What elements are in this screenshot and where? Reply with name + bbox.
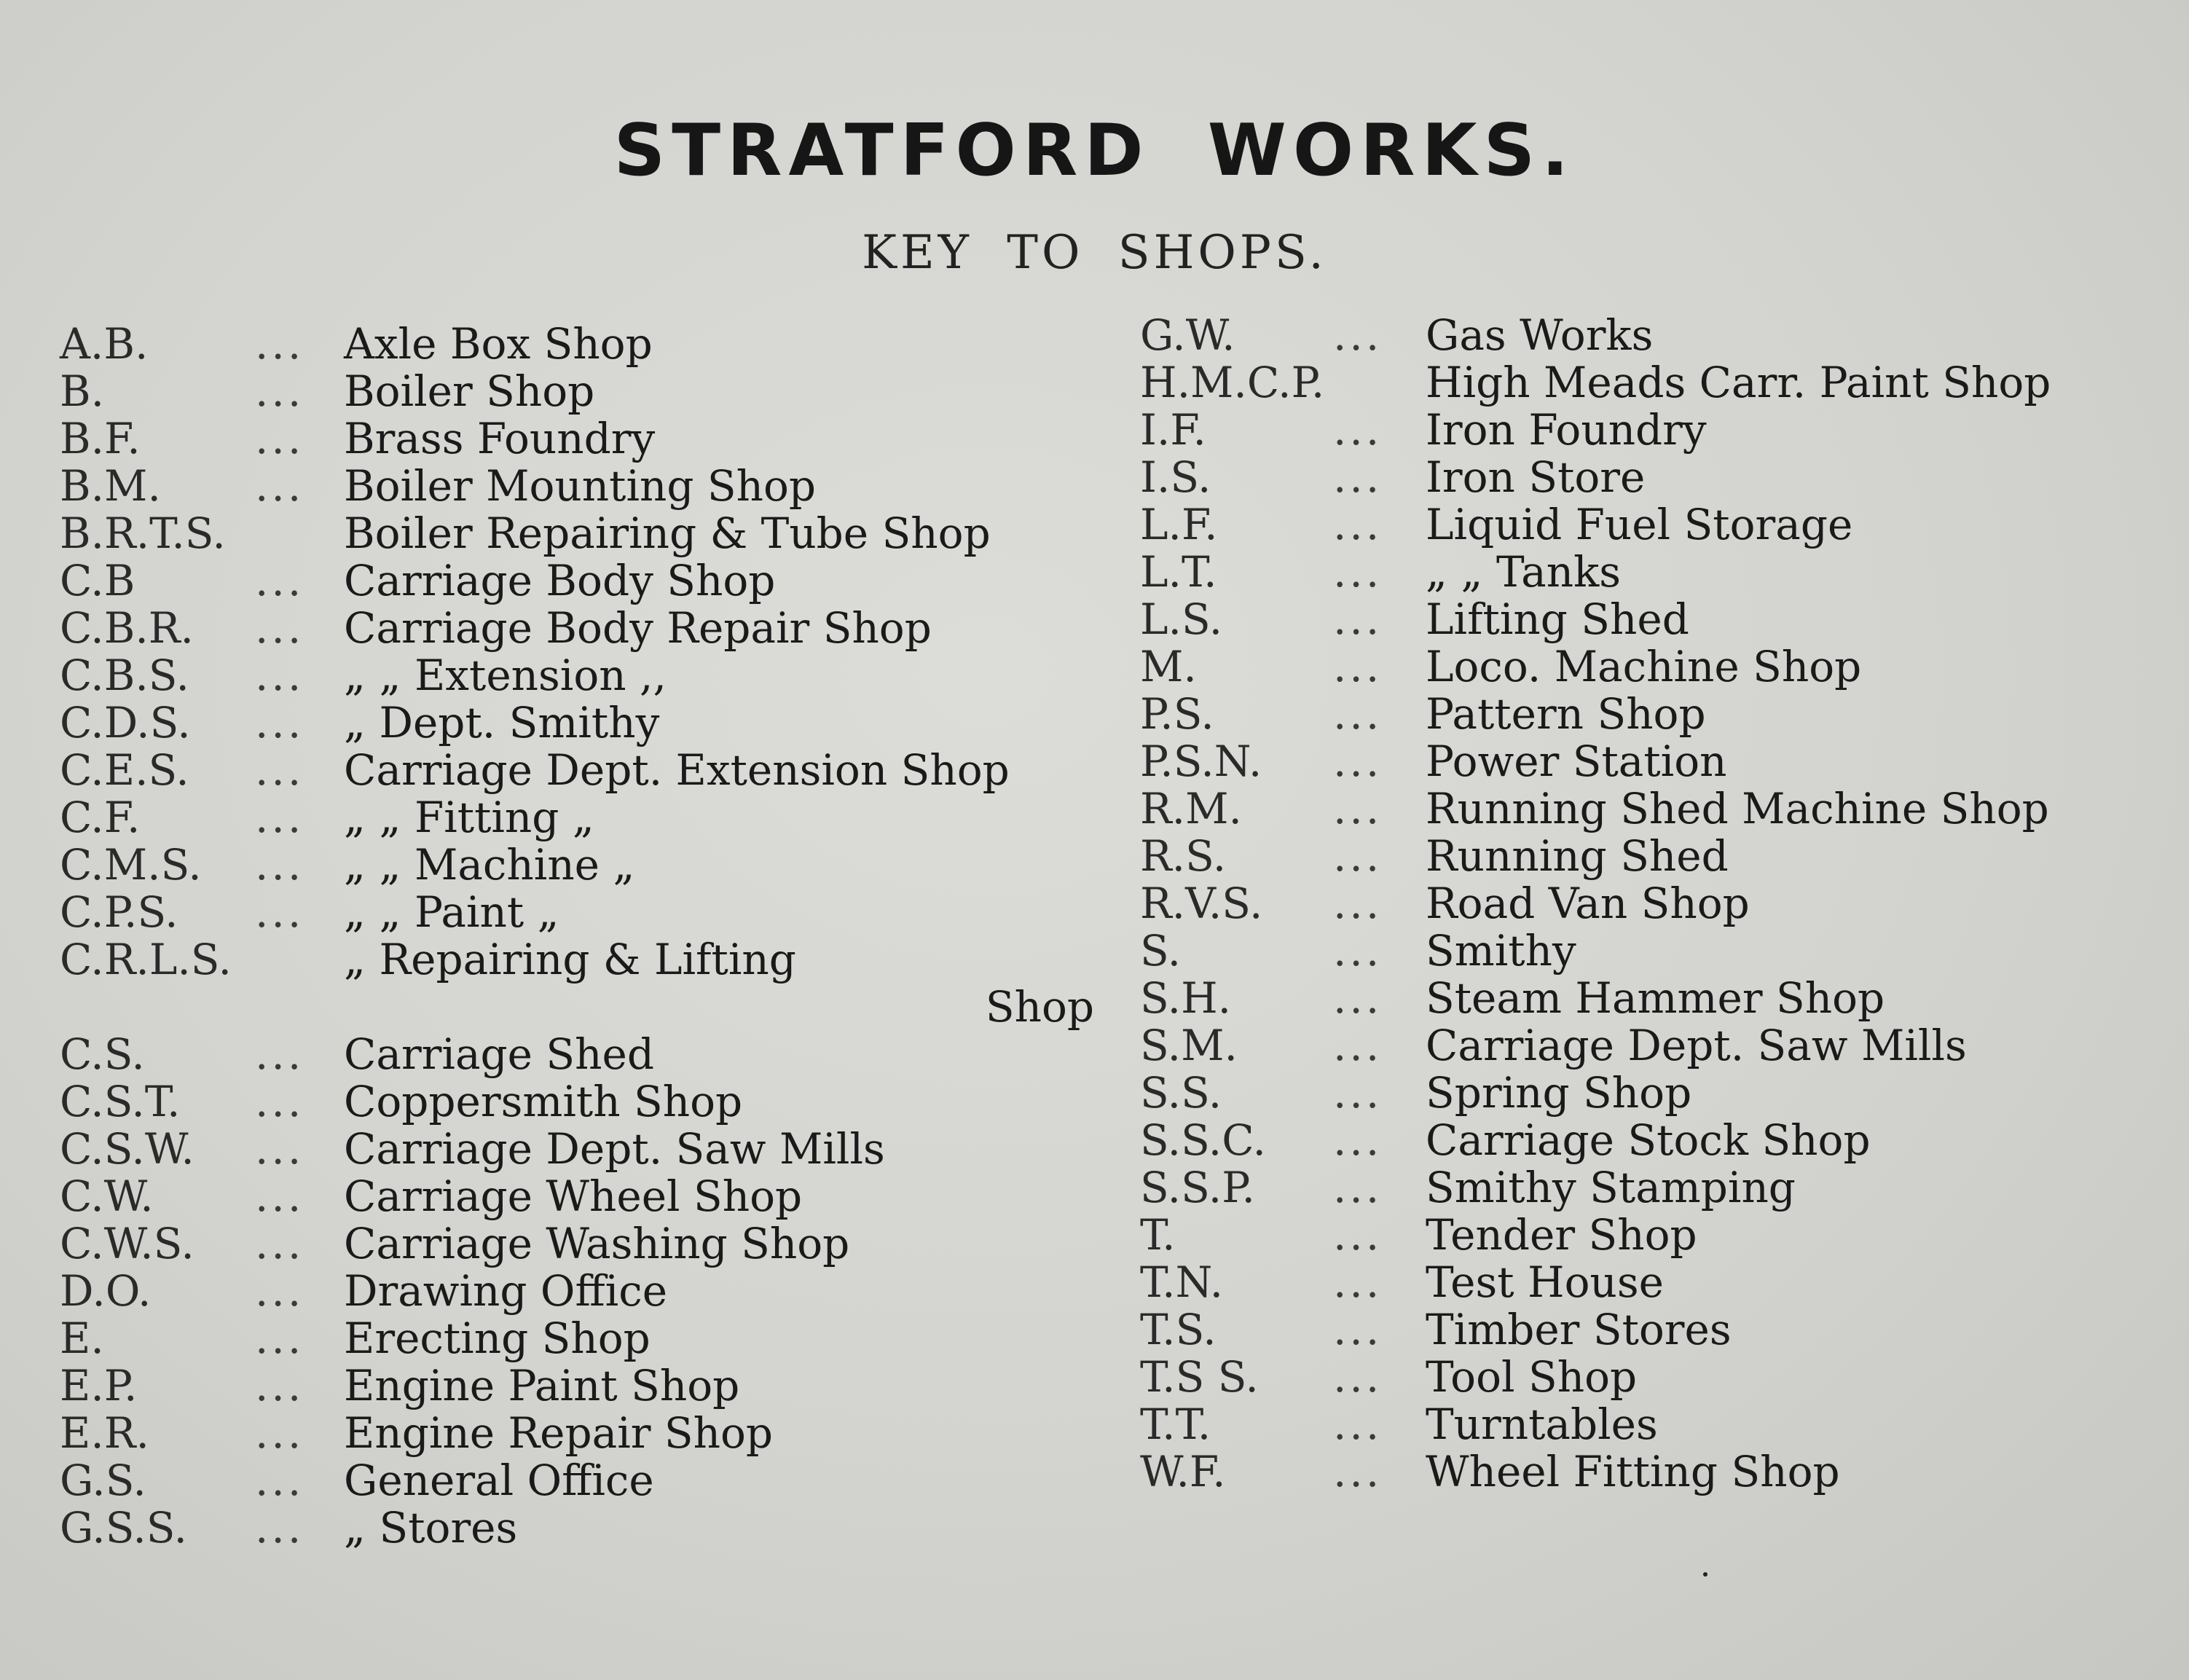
shop-name: „ „ Machine „ xyxy=(344,840,635,890)
shop-abbreviation: C.S. xyxy=(60,1029,145,1079)
leader-dots: ... xyxy=(255,319,304,369)
shop-name: High Meads Carr. Paint Shop xyxy=(1426,358,2051,407)
shop-abbreviation: H.M.C.P. xyxy=(1140,358,1325,407)
leader-dots: ... xyxy=(1333,1447,1383,1496)
leader-dots: ... xyxy=(255,1266,304,1316)
key-entry xyxy=(60,1173,1094,1220)
key-entry xyxy=(1140,1306,2160,1354)
shop-abbreviation: S. xyxy=(1140,926,1182,976)
shop-name: Carriage Washing Shop xyxy=(344,1219,850,1268)
leader-dots: ... xyxy=(1333,926,1383,976)
leader-dots: ... xyxy=(1333,1115,1383,1165)
shop-abbreviation: T.T. xyxy=(1140,1400,1211,1449)
key-entry xyxy=(60,699,1094,747)
shop-name: Power Station xyxy=(1426,737,1727,786)
leader-dots: ... xyxy=(255,556,304,605)
leader-dots: ... xyxy=(1333,1352,1383,1402)
key-entry xyxy=(60,368,1094,415)
shop-abbreviation: S.S.P. xyxy=(1140,1163,1255,1212)
key-entry xyxy=(1140,833,2160,880)
shop-name: Tender Shop xyxy=(1426,1210,1697,1260)
key-entry xyxy=(1140,596,2160,643)
leader-dots: ... xyxy=(255,1456,304,1505)
shop-abbreviation: C.B.R. xyxy=(60,603,194,653)
shop-name: Smithy Stamping xyxy=(1426,1163,1796,1212)
key-entry xyxy=(1140,1354,2160,1401)
leader-dots: ... xyxy=(1333,1210,1383,1260)
shop-abbreviation: E.R. xyxy=(60,1408,149,1458)
print-speck xyxy=(1703,1572,1707,1577)
leader-dots: ... xyxy=(255,840,304,890)
shop-abbreviation: B.R.T.S. xyxy=(60,509,226,558)
leader-dots: ... xyxy=(1333,689,1383,739)
shop-name: Wheel Fitting Shop xyxy=(1426,1447,1840,1496)
key-entry xyxy=(60,936,1094,984)
leader-dots: ... xyxy=(1333,310,1383,360)
shop-name: Loco. Machine Shop xyxy=(1426,642,1862,691)
key-entry xyxy=(1140,927,2160,975)
leader-dots: ... xyxy=(255,1029,304,1079)
shop-abbreviation: E. xyxy=(60,1314,104,1363)
key-entry xyxy=(1140,407,2160,454)
shop-name: Liquid Fuel Storage xyxy=(1426,500,1853,549)
shop-abbreviation: C.D.S. xyxy=(60,698,191,747)
key-entry xyxy=(60,1078,1094,1126)
page-subtitle: KEY TO SHOPS. xyxy=(862,226,1327,280)
shop-name: „ „ Paint „ xyxy=(344,887,559,937)
shop-abbreviation: G.W. xyxy=(1140,310,1235,360)
shop-abbreviation: C.B.S. xyxy=(60,651,189,700)
shop-name: „ Dept. Smithy xyxy=(344,698,660,747)
key-entry xyxy=(60,984,1094,1031)
key-entry xyxy=(1140,1164,2160,1212)
shop-abbreviation: M. xyxy=(1140,642,1197,691)
key-entry xyxy=(60,605,1094,652)
leader-dots: ... xyxy=(1333,737,1383,786)
leader-dots: ... xyxy=(255,1219,304,1268)
key-entry xyxy=(60,1031,1094,1078)
key-entry xyxy=(60,510,1094,557)
leader-dots: ... xyxy=(1333,784,1383,833)
leader-dots: ... xyxy=(255,887,304,937)
key-entry xyxy=(1140,691,2160,738)
shop-abbreviation: C.W.S. xyxy=(60,1219,194,1268)
shop-abbreviation: C.F. xyxy=(60,793,141,842)
shop-abbreviation: B.M. xyxy=(60,461,161,511)
shop-abbreviation: A.B. xyxy=(60,319,149,369)
shop-name: Carriage Dept. Saw Mills xyxy=(1426,1021,1967,1070)
leader-dots: ... xyxy=(255,745,304,795)
leader-dots: ... xyxy=(1333,594,1383,644)
leader-dots: ... xyxy=(1333,452,1383,502)
leader-dots: ... xyxy=(255,1124,304,1174)
shop-abbreviation: G.S. xyxy=(60,1456,146,1505)
shop-abbreviation: R.S. xyxy=(1140,831,1227,881)
shop-abbreviation: L.F. xyxy=(1140,500,1218,549)
leader-dots: ... xyxy=(255,793,304,842)
leader-dots: ... xyxy=(1333,1400,1383,1449)
shop-abbreviation: R.V.S. xyxy=(1140,879,1263,928)
shop-abbreviation: L.S. xyxy=(1140,594,1223,644)
shop-abbreviation: W.F. xyxy=(1140,1447,1226,1496)
key-entry xyxy=(60,652,1094,699)
leader-dots: ... xyxy=(255,1077,304,1126)
leader-dots: ... xyxy=(1333,642,1383,691)
key-entry xyxy=(60,1220,1094,1268)
shop-name: Iron Foundry xyxy=(1426,405,1707,455)
shop-abbreviation: S.M. xyxy=(1140,1021,1238,1070)
shop-name: „ Repairing & Lifting xyxy=(344,935,796,984)
shop-name: „ Stores xyxy=(344,1503,518,1553)
key-entry xyxy=(1140,785,2160,833)
shop-abbreviation: P.S. xyxy=(1140,689,1214,739)
shop-name-continuation: Shop xyxy=(985,982,1094,1032)
shop-name: Carriage Stock Shop xyxy=(1426,1115,1871,1165)
leader-dots: ... xyxy=(1333,1068,1383,1118)
leader-dots: ... xyxy=(1333,1305,1383,1354)
key-entry xyxy=(60,321,1094,368)
leader-dots: ... xyxy=(255,1314,304,1363)
leader-dots: ... xyxy=(255,414,304,463)
shop-name: Steam Hammer Shop xyxy=(1426,973,1885,1023)
key-entry xyxy=(1140,501,2160,549)
shop-name: Engine Repair Shop xyxy=(344,1408,774,1458)
shop-abbreviation: T. xyxy=(1140,1210,1176,1260)
key-entry xyxy=(60,1457,1094,1504)
shop-name: Gas Works xyxy=(1426,310,1654,360)
key-entry xyxy=(1140,1069,2160,1117)
shop-name: Road Van Shop xyxy=(1426,879,1750,928)
key-entry xyxy=(1140,1401,2160,1448)
shop-abbreviation: S.H. xyxy=(1140,973,1232,1023)
shop-name: Running Shed xyxy=(1426,831,1729,881)
shop-abbreviation: C.S.W. xyxy=(60,1124,194,1174)
shop-abbreviation: T.S S. xyxy=(1140,1352,1259,1402)
key-entry xyxy=(60,1504,1094,1552)
shop-name: Carriage Body Repair Shop xyxy=(344,603,932,653)
shop-abbreviation: C.P.S. xyxy=(60,887,178,937)
shop-name: Carriage Dept. Extension Shop xyxy=(344,745,1010,795)
key-entry xyxy=(1140,643,2160,691)
key-entry xyxy=(60,415,1094,463)
key-entry xyxy=(60,463,1094,510)
shop-abbreviation: T.S. xyxy=(1140,1305,1217,1354)
leader-dots: ... xyxy=(255,1171,304,1221)
shop-name: General Office xyxy=(344,1456,654,1505)
shop-abbreviation: I.S. xyxy=(1140,452,1211,502)
shop-name: Carriage Dept. Saw Mills xyxy=(344,1124,885,1174)
leader-dots: ... xyxy=(255,603,304,653)
shop-abbreviation: C.R.L.S. xyxy=(60,935,232,984)
page-title: STRATFORD WORKS. xyxy=(613,109,1576,192)
shop-abbreviation: T.N. xyxy=(1140,1257,1224,1307)
shop-name: Timber Stores xyxy=(1426,1305,1732,1354)
leader-dots: ... xyxy=(1333,1257,1383,1307)
shop-abbreviation: S.S. xyxy=(1140,1068,1222,1118)
key-entry xyxy=(60,1268,1094,1315)
leader-dots: ... xyxy=(255,1408,304,1458)
key-entry xyxy=(60,1410,1094,1457)
shop-name: Pattern Shop xyxy=(1426,689,1706,739)
shop-abbreviation: R.M. xyxy=(1140,784,1242,833)
shop-abbreviation: B. xyxy=(60,366,105,416)
leader-dots: ... xyxy=(1333,405,1383,455)
key-entry xyxy=(60,889,1094,936)
key-entry xyxy=(1140,1212,2160,1259)
key-entry xyxy=(60,557,1094,605)
shop-name: Erecting Shop xyxy=(344,1314,651,1363)
left-key-column xyxy=(60,321,1094,1552)
key-entry xyxy=(60,747,1094,794)
key-entry xyxy=(60,1362,1094,1410)
shop-name: Spring Shop xyxy=(1426,1068,1692,1118)
shop-name: Iron Store xyxy=(1426,452,1646,502)
shop-abbreviation: C.W. xyxy=(60,1171,154,1221)
shop-name: Tool Shop xyxy=(1426,1352,1638,1402)
leader-dots: ... xyxy=(1333,879,1383,928)
key-entry xyxy=(1140,1448,2160,1496)
shop-name: „ „ Tanks xyxy=(1426,547,1621,597)
shop-name: Running Shed Machine Shop xyxy=(1426,784,2049,833)
key-entry xyxy=(60,841,1094,889)
key-entry xyxy=(60,1315,1094,1362)
shop-abbreviation: B.F. xyxy=(60,414,141,463)
shop-abbreviation: E.P. xyxy=(60,1361,138,1410)
shop-abbreviation: S.S.C. xyxy=(1140,1115,1266,1165)
key-entry xyxy=(1140,1117,2160,1164)
shop-name: Drawing Office xyxy=(344,1266,668,1316)
leader-dots: ... xyxy=(1333,1163,1383,1212)
leader-dots: ... xyxy=(255,651,304,700)
shop-name: Brass Foundry xyxy=(344,414,656,463)
shop-name: Boiler Shop xyxy=(344,366,595,416)
leader-dots: ... xyxy=(1333,500,1383,549)
shop-name: „ „ Extension ,, xyxy=(344,651,667,700)
shop-name: Test House xyxy=(1426,1257,1664,1307)
leader-dots: ... xyxy=(1333,973,1383,1023)
leader-dots: ... xyxy=(1333,831,1383,881)
leader-dots: ... xyxy=(255,366,304,416)
key-entry xyxy=(1140,1022,2160,1069)
key-entry xyxy=(1140,738,2160,785)
shop-abbreviation: D.O. xyxy=(60,1266,152,1316)
key-entry xyxy=(60,1126,1094,1173)
leader-dots: ... xyxy=(1333,547,1383,597)
key-entry xyxy=(1140,975,2160,1022)
key-entry xyxy=(1140,880,2160,927)
shop-name: Coppersmith Shop xyxy=(344,1077,743,1126)
leader-dots: ... xyxy=(1333,1021,1383,1070)
right-key-column xyxy=(1140,312,2160,1496)
key-entry xyxy=(1140,549,2160,596)
shop-name: Lifting Shed xyxy=(1426,594,1689,644)
leader-dots: ... xyxy=(255,1361,304,1410)
leader-dots: ... xyxy=(255,1503,304,1553)
shop-abbreviation: P.S.N. xyxy=(1140,737,1262,786)
shop-name: „ „ Fitting „ xyxy=(344,793,594,842)
shop-name: Axle Box Shop xyxy=(344,319,653,369)
leader-dots: ... xyxy=(255,461,304,511)
shop-abbreviation: C.S.T. xyxy=(60,1077,181,1126)
leader-dots: ... xyxy=(255,698,304,747)
key-entry xyxy=(1140,359,2160,407)
shop-name: Boiler Mounting Shop xyxy=(344,461,817,511)
shop-name: Engine Paint Shop xyxy=(344,1361,740,1410)
shop-name: Carriage Body Shop xyxy=(344,556,776,605)
key-entry xyxy=(1140,454,2160,501)
key-entry xyxy=(60,794,1094,841)
shop-name: Turntables xyxy=(1426,1400,1658,1449)
shop-name: Smithy xyxy=(1426,926,1576,976)
shop-name: Boiler Repairing & Tube Shop xyxy=(344,509,991,558)
shop-name: Carriage Shed xyxy=(344,1029,654,1079)
shop-abbreviation: L.T. xyxy=(1140,547,1217,597)
shop-abbreviation: C.B xyxy=(60,556,135,605)
shop-abbreviation: G.S.S. xyxy=(60,1503,187,1553)
shop-abbreviation: I.F. xyxy=(1140,405,1206,455)
shop-name: Carriage Wheel Shop xyxy=(344,1171,803,1221)
key-entry xyxy=(1140,1259,2160,1306)
key-entry xyxy=(1140,312,2160,359)
shop-abbreviation: C.M.S. xyxy=(60,840,202,890)
shop-abbreviation: C.E.S. xyxy=(60,745,189,795)
